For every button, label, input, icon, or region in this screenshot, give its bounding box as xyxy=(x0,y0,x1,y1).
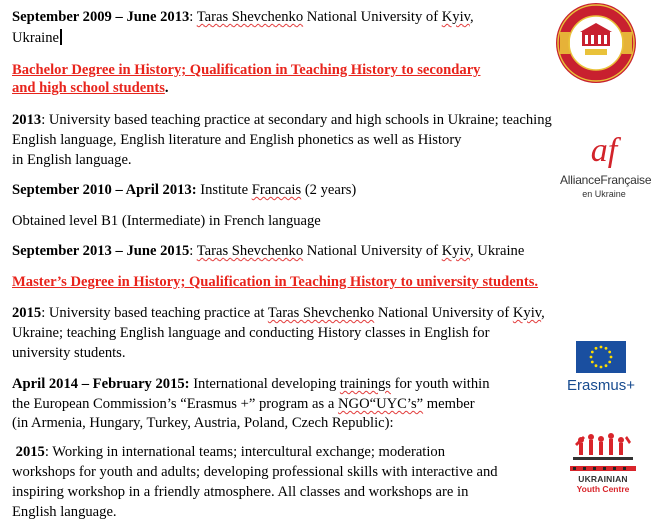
teaching-practice-2013-line2: English language, English literature and English phonetics as well as History xyxy=(12,132,462,148)
teaching-practice-2015-line3: university students. xyxy=(12,345,126,361)
text-cursor[interactable] xyxy=(60,29,62,45)
af-mark-icon: af xyxy=(590,132,618,169)
erasmus-training-line3: (in Armenia, Hungary, Turkey, Austria, Poland, Czech Republic): xyxy=(12,415,394,431)
work-2015-line1: 2015: Working in international teams; intercultural exchange; moderation xyxy=(12,444,446,460)
bachelor-degree-line2: and high school students. xyxy=(12,80,169,96)
erasmus-training-line2: the European Commission’s “Erasmus +” program as a NGO“UYC’s” member xyxy=(12,396,475,412)
erasmus-plus-logo: Erasmus+ xyxy=(561,341,641,403)
university-seal-icon xyxy=(555,2,637,84)
teaching-practice-2013-line3: in English language. xyxy=(12,152,132,168)
work-2015-line3: inspiring workshop in a friendly atmosphere. All classes and workshops are in xyxy=(12,484,469,500)
people-silhouettes-icon xyxy=(573,432,633,464)
education-entry-master-dates: September 2013 – June 2015: Taras Shevchenko National University of Kyiv, Ukraine xyxy=(12,243,525,259)
ukrainian-youth-centre-logo: UKRAINIAN Youth Centre xyxy=(562,432,644,504)
education-entry-institute-francais: September 2010 – April 2013: Institute Francais (2 years) xyxy=(12,182,357,198)
date-range: September 2009 – June 2013 xyxy=(12,9,190,25)
university-seal-logo xyxy=(555,2,637,84)
master-degree-line: Master’s Degree in History; Qualification in Teaching History to university students. xyxy=(12,274,539,290)
education-entry-bachelor-dates: September 2009 – June 2013: Taras Shevchenko National University of Kyiv, xyxy=(12,9,474,25)
work-2015-line4: English language. xyxy=(12,504,117,520)
ornament-strip-icon xyxy=(570,466,636,471)
eu-flag-icon xyxy=(576,341,626,373)
bachelor-degree-line1: Bachelor Degree in History; Qualification in Teaching History to secondary xyxy=(12,62,481,78)
education-entry-country: Ukraine xyxy=(12,29,62,47)
work-2015-line2: workshops for youth and adults; developing professional skills with interactive and xyxy=(12,464,498,480)
teaching-practice-2015-line2: Ukraine; teaching English language and conducting History classes in English for xyxy=(12,325,490,341)
alliance-francaise-logo: af AllianceFrançaise en Ukraine xyxy=(560,132,652,199)
erasmus-training-line1: April 2014 – February 2015: International developing trainings for youth within xyxy=(12,376,490,392)
teaching-practice-2015-line1: 2015: University based teaching practice at Taras Shevchenko National University of Kyiv, xyxy=(12,305,545,321)
french-level-text: Obtained level B1 (Intermediate) in French language xyxy=(12,213,321,229)
teaching-practice-2013-line1: 2013: University based teaching practice at secondary and high schools in Ukraine; teaching xyxy=(12,112,552,128)
